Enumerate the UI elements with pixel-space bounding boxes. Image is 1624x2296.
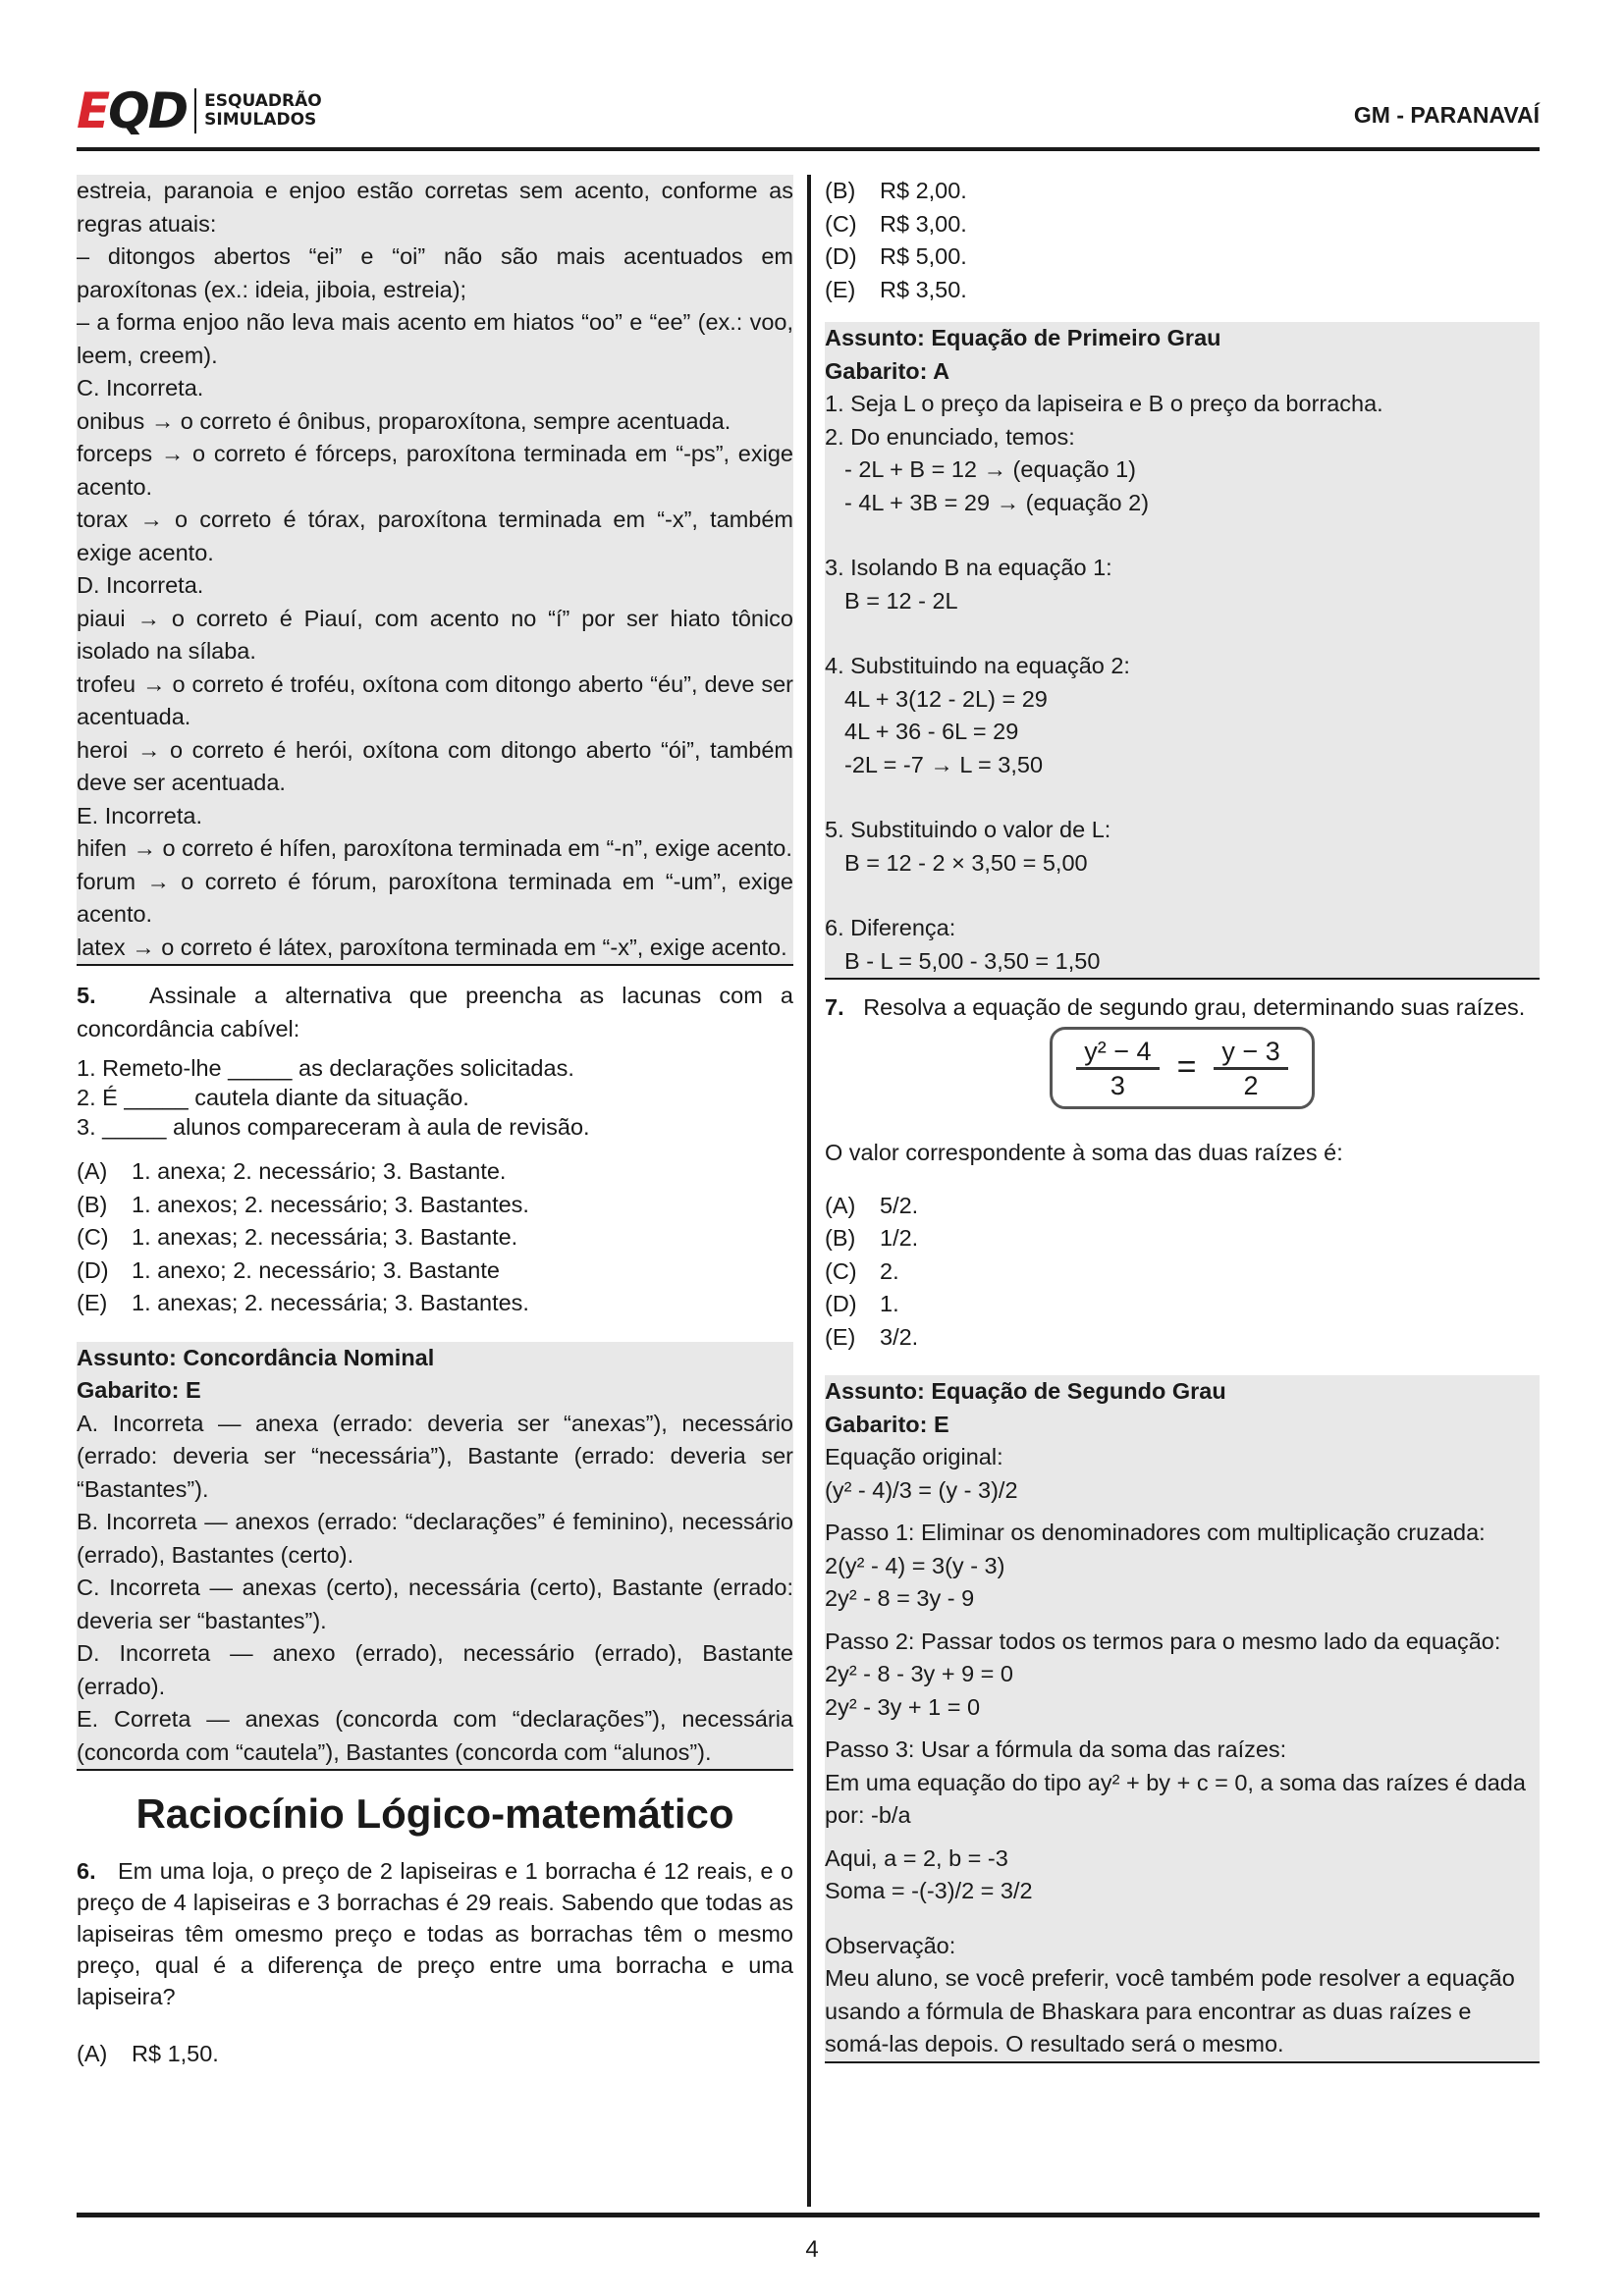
question-number: 6. <box>77 1858 96 1884</box>
question-statement: Resolva a equação de segundo grau, determinando suas raízes. <box>863 994 1526 1020</box>
option-d[interactable] <box>825 1288 1540 1321</box>
answer-line: 2. Do enunciado, temos: <box>825 423 1075 450</box>
answer-line: - 2L + B = 12 → (equação 1) <box>844 456 1136 482</box>
logo-line-1: ESQUADRÃO <box>204 91 322 111</box>
logo-line-2: SIMULADOS <box>204 110 317 130</box>
option-letter: (B) <box>825 178 856 203</box>
right-column <box>825 175 1540 2063</box>
option-letter: (E) <box>825 276 856 302</box>
question-item: 3. _____ alunos compareceram à aula de revisão. <box>77 1114 590 1140</box>
question-text <box>825 991 1540 1023</box>
option-text: R$ 3,50. <box>880 276 967 302</box>
option-letter: (A) <box>77 2041 108 2066</box>
option-letter: (D) <box>825 243 857 269</box>
text-line: piaui → o correto é Piauí, com acento no “í” por ser hiato tônico isolado na sílaba. <box>77 605 793 664</box>
option-a[interactable] <box>825 1190 1540 1223</box>
option-letter: (A) <box>825 1192 856 1218</box>
option-text: 1. anexos; 2. necessário; 3. Bastantes. <box>132 1191 529 1217</box>
question-6 <box>77 1855 793 2071</box>
option-c[interactable] <box>77 1221 793 1255</box>
answer-line: B. Incorreta — anexos (errado: “declarações” é feminino), necessário (errado), Bastantes (certo). <box>77 1509 793 1568</box>
option-text: R$ 5,00. <box>880 243 967 269</box>
answer-line: E. Correta — anexas (concorda com “declarações”), necessária (concorda com “cautela”), Bastantes (concorda com “alunos”). <box>77 1706 793 1765</box>
fraction-numerator: y − 3 <box>1214 1036 1287 1070</box>
section-title: Raciocínio Lógico-matemático <box>135 1790 734 1837</box>
header-rule <box>77 147 1540 151</box>
answer-line: 2(y² - 4) = 3(y - 3) <box>825 1552 1005 1578</box>
answer-line: Meu aluno, se você preferir, você também pode resolver a equação usando a fórmula de Bhaskara para encontrar as duas raízes e somá-las depois. O resultado será o mesmo. <box>825 1965 1515 2056</box>
question-prompt: O valor correspondente à soma das duas raízes é: <box>825 1140 1343 1165</box>
page-number: 4 <box>805 2236 819 2263</box>
answer-line: B = 12 - 2 × 3,50 = 5,00 <box>844 849 1088 876</box>
option-b[interactable] <box>77 1189 793 1222</box>
answer-line: Equação original: <box>825 1444 1003 1469</box>
logo-mark: EQD <box>77 82 188 139</box>
answer-line: 2y² - 8 - 3y + 9 = 0 <box>825 1661 1014 1686</box>
answer-continuation <box>77 175 793 964</box>
answer-line: 4. Substituindo na equação 2: <box>825 653 1130 678</box>
option-e[interactable] <box>825 1321 1540 1355</box>
question-number: 5. <box>77 983 96 1008</box>
section-rule <box>825 2061 1540 2063</box>
question-statement: Em uma loja, o preço de 2 lapiseiras e 1 borracha é 12 reais, e o preço de 4 lapiseiras e 3 borrachas é 29 reais. Sabendo que todas as lapiseiras têm omesmo preço e todas as borrachas têm o mesmo preço, qual é a diferença de preço entre uma borracha e uma lapiseira? <box>77 1858 793 2009</box>
text-line: hifen → o correto é hífen, paroxítona terminada em “-n”, exige acento. <box>77 835 792 861</box>
text-line: trofeu → o correto é troféu, oxítona com ditongo aberto “éu”, deve ser acentuada. <box>77 670 793 729</box>
answer-line: Em uma equação do tipo ay² + by + c = 0, a soma das raízes é dada por: -b/a <box>825 1769 1526 1828</box>
column-divider <box>807 175 811 2207</box>
answer-line: Observação: <box>825 1932 956 1958</box>
header-location: GM - PARANAVAÍ <box>1353 102 1540 128</box>
text-line: – a forma enjoo não leva mais acento em hiatos “oo” e “ee” (ex.: voo, leem, creem). <box>77 309 793 368</box>
text-line: forum → o correto é fórum, paroxítona terminada em “-um”, exige acento. <box>77 868 793 927</box>
text-line: E. Incorreta. <box>77 802 202 828</box>
option-a[interactable] <box>77 2038 793 2071</box>
answer-line: B = 12 - 2L <box>844 587 958 614</box>
answer-line: 2y² - 3y + 1 = 0 <box>825 1693 981 1720</box>
fraction-denominator: 3 <box>1110 1070 1125 1100</box>
option-c[interactable] <box>825 1255 1540 1289</box>
answer-line: 1. Seja L o preço da lapiseira e B o preço da borracha. <box>825 391 1383 416</box>
logo-text <box>204 92 322 130</box>
answer-subject: Assunto: Equação de Primeiro Grau <box>825 325 1221 350</box>
footer-rule <box>77 2213 1540 2217</box>
option-letter: (E) <box>77 1290 108 1315</box>
page-header <box>77 82 1540 143</box>
question-7 <box>825 991 1540 1354</box>
option-letter: (D) <box>825 1291 857 1316</box>
option-text: R$ 3,00. <box>880 210 967 237</box>
text-line: D. Incorreta. <box>77 572 204 598</box>
answer-line: Passo 1: Eliminar os denominadores com multiplicação cruzada: <box>825 1520 1486 1545</box>
answer-line: 6. Diferença: <box>825 915 956 940</box>
option-text: 3/2. <box>880 1323 919 1350</box>
option-letter: (E) <box>825 1323 856 1350</box>
option-d[interactable] <box>825 240 1540 274</box>
option-d[interactable] <box>77 1255 793 1288</box>
question-item: 2. É _____ cautela diante da situação. <box>77 1085 469 1110</box>
answer-line: C. Incorreta — anexas (certo), necessária (certo), Bastante (errado: deveria ser “bastantes”). <box>77 1575 793 1633</box>
answer-7 <box>825 1375 1540 2061</box>
equation-image <box>1050 1027 1315 1109</box>
question-text <box>77 1855 793 2012</box>
answer-line: 4L + 36 - 6L = 29 <box>844 719 1019 744</box>
option-c[interactable] <box>825 208 1540 241</box>
option-text: R$ 2,00. <box>880 178 967 203</box>
text-line: latex → o correto é látex, paroxítona terminada em “-x”, exige acento. <box>77 934 787 960</box>
option-b[interactable] <box>825 175 1540 208</box>
answer-line: A. Incorreta — anexa (errado: deveria ser “anexas”), necessário (errado: deveria ser “necessária”), Bastante (errado: deveria ser “Bastantes”). <box>77 1410 793 1502</box>
answer-line: 3. Isolando B na equação 1: <box>825 555 1112 580</box>
option-letter: (B) <box>77 1191 108 1217</box>
answer-line: D. Incorreta — anexo (errado), necessário (errado), Bastante (errado). <box>77 1640 793 1699</box>
fraction-numerator: y² − 4 <box>1076 1036 1159 1070</box>
answer-line: 2y² - 8 = 3y - 9 <box>825 1585 975 1611</box>
option-a[interactable] <box>77 1155 793 1189</box>
answer-line: Passo 3: Usar a fórmula da soma das raízes: <box>825 1736 1287 1762</box>
answer-key: Gabarito: A <box>825 357 950 384</box>
fraction-right <box>1214 1036 1287 1101</box>
text-line: heroi → o correto é herói, oxítona com ditongo aberto “ói”, também deve ser acentuada. <box>77 736 793 795</box>
section-rule <box>77 1769 793 1771</box>
option-text: 1. anexas; 2. necessária; 3. Bastante. <box>132 1224 518 1250</box>
answer-line: Soma = -(-3)/2 = 3/2 <box>825 1878 1033 1903</box>
option-letter: (B) <box>825 1225 856 1251</box>
text-line: C. Incorreta. <box>77 375 204 400</box>
option-letter: (A) <box>77 1158 108 1184</box>
answer-line: -2L = -7 → L = 3,50 <box>844 751 1044 777</box>
answer-5 <box>77 1342 793 1770</box>
question-5 <box>77 980 793 1320</box>
answer-line: Passo 2: Passar todos os termos para o mesmo lado da equação: <box>825 1628 1501 1654</box>
logo-divider <box>194 88 196 133</box>
option-e[interactable] <box>77 1287 793 1320</box>
text-line: onibus → o correto é ônibus, proparoxítona, sempre acentuada. <box>77 407 731 434</box>
left-column <box>77 175 793 2071</box>
text-line: torax → o correto é tórax, paroxítona terminada em “-x”, também exige acento. <box>77 507 793 565</box>
text-line: estreia, paranoia e enjoo estão corretas sem acento, conforme as regras atuais: <box>77 178 793 237</box>
logo <box>77 82 322 139</box>
answer-line: 4L + 3(12 - 2L) = 29 <box>844 685 1048 712</box>
answer-6 <box>825 322 1540 978</box>
fraction-denominator: 2 <box>1243 1070 1259 1100</box>
question-text <box>77 980 793 1045</box>
option-text: R$ 1,50. <box>132 2041 219 2066</box>
option-text: 1/2. <box>880 1225 919 1251</box>
answer-line: (y² - 4)/3 = (y - 3)/2 <box>825 1476 1018 1503</box>
answer-subject: Assunto: Concordância Nominal <box>77 1344 435 1370</box>
option-text: 2. <box>880 1257 899 1284</box>
fraction-left <box>1076 1036 1159 1101</box>
option-letter: (C) <box>825 1257 857 1284</box>
option-e[interactable] <box>825 274 1540 307</box>
option-b[interactable] <box>825 1222 1540 1255</box>
answer-line: 5. Substituindo o valor de L: <box>825 817 1111 842</box>
answer-line: Aqui, a = 2, b = -3 <box>825 1844 1008 1871</box>
option-letter: (D) <box>77 1256 109 1283</box>
option-text: 5/2. <box>880 1192 919 1218</box>
answer-key: Gabarito: E <box>825 1411 949 1437</box>
text-line: – ditongos abertos “ei” e “oi” não são mais acentuados em paroxítonas (ex.: ideia, jiboia, estreia); <box>77 243 793 302</box>
option-letter: (C) <box>825 210 857 237</box>
question-item: 1. Remeto-lhe _____ as declarações solicitadas. <box>77 1055 574 1081</box>
answer-key: Gabarito: E <box>77 1377 201 1403</box>
question-number: 7. <box>825 994 844 1020</box>
answer-line: - 4L + 3B = 29 → (equação 2) <box>844 489 1150 515</box>
option-text: 1. anexo; 2. necessário; 3. Bastante <box>132 1256 500 1283</box>
option-text: 1. <box>880 1291 899 1316</box>
text-line: forceps → o correto é fórceps, paroxítona terminada em “-ps”, exige acento. <box>77 441 793 500</box>
equals-sign: = <box>1176 1048 1197 1087</box>
option-text: 1. anexa; 2. necessário; 3. Bastante. <box>132 1158 507 1184</box>
option-text: 1. anexas; 2. necessária; 3. Bastantes. <box>132 1290 529 1315</box>
answer-line: B - L = 5,00 - 3,50 = 1,50 <box>844 947 1101 974</box>
question-statement: Assinale a alternativa que preencha as lacunas com a concordância cabível: <box>77 983 793 1041</box>
answer-subject: Assunto: Equação de Segundo Grau <box>825 1378 1226 1404</box>
option-letter: (C) <box>77 1224 109 1250</box>
